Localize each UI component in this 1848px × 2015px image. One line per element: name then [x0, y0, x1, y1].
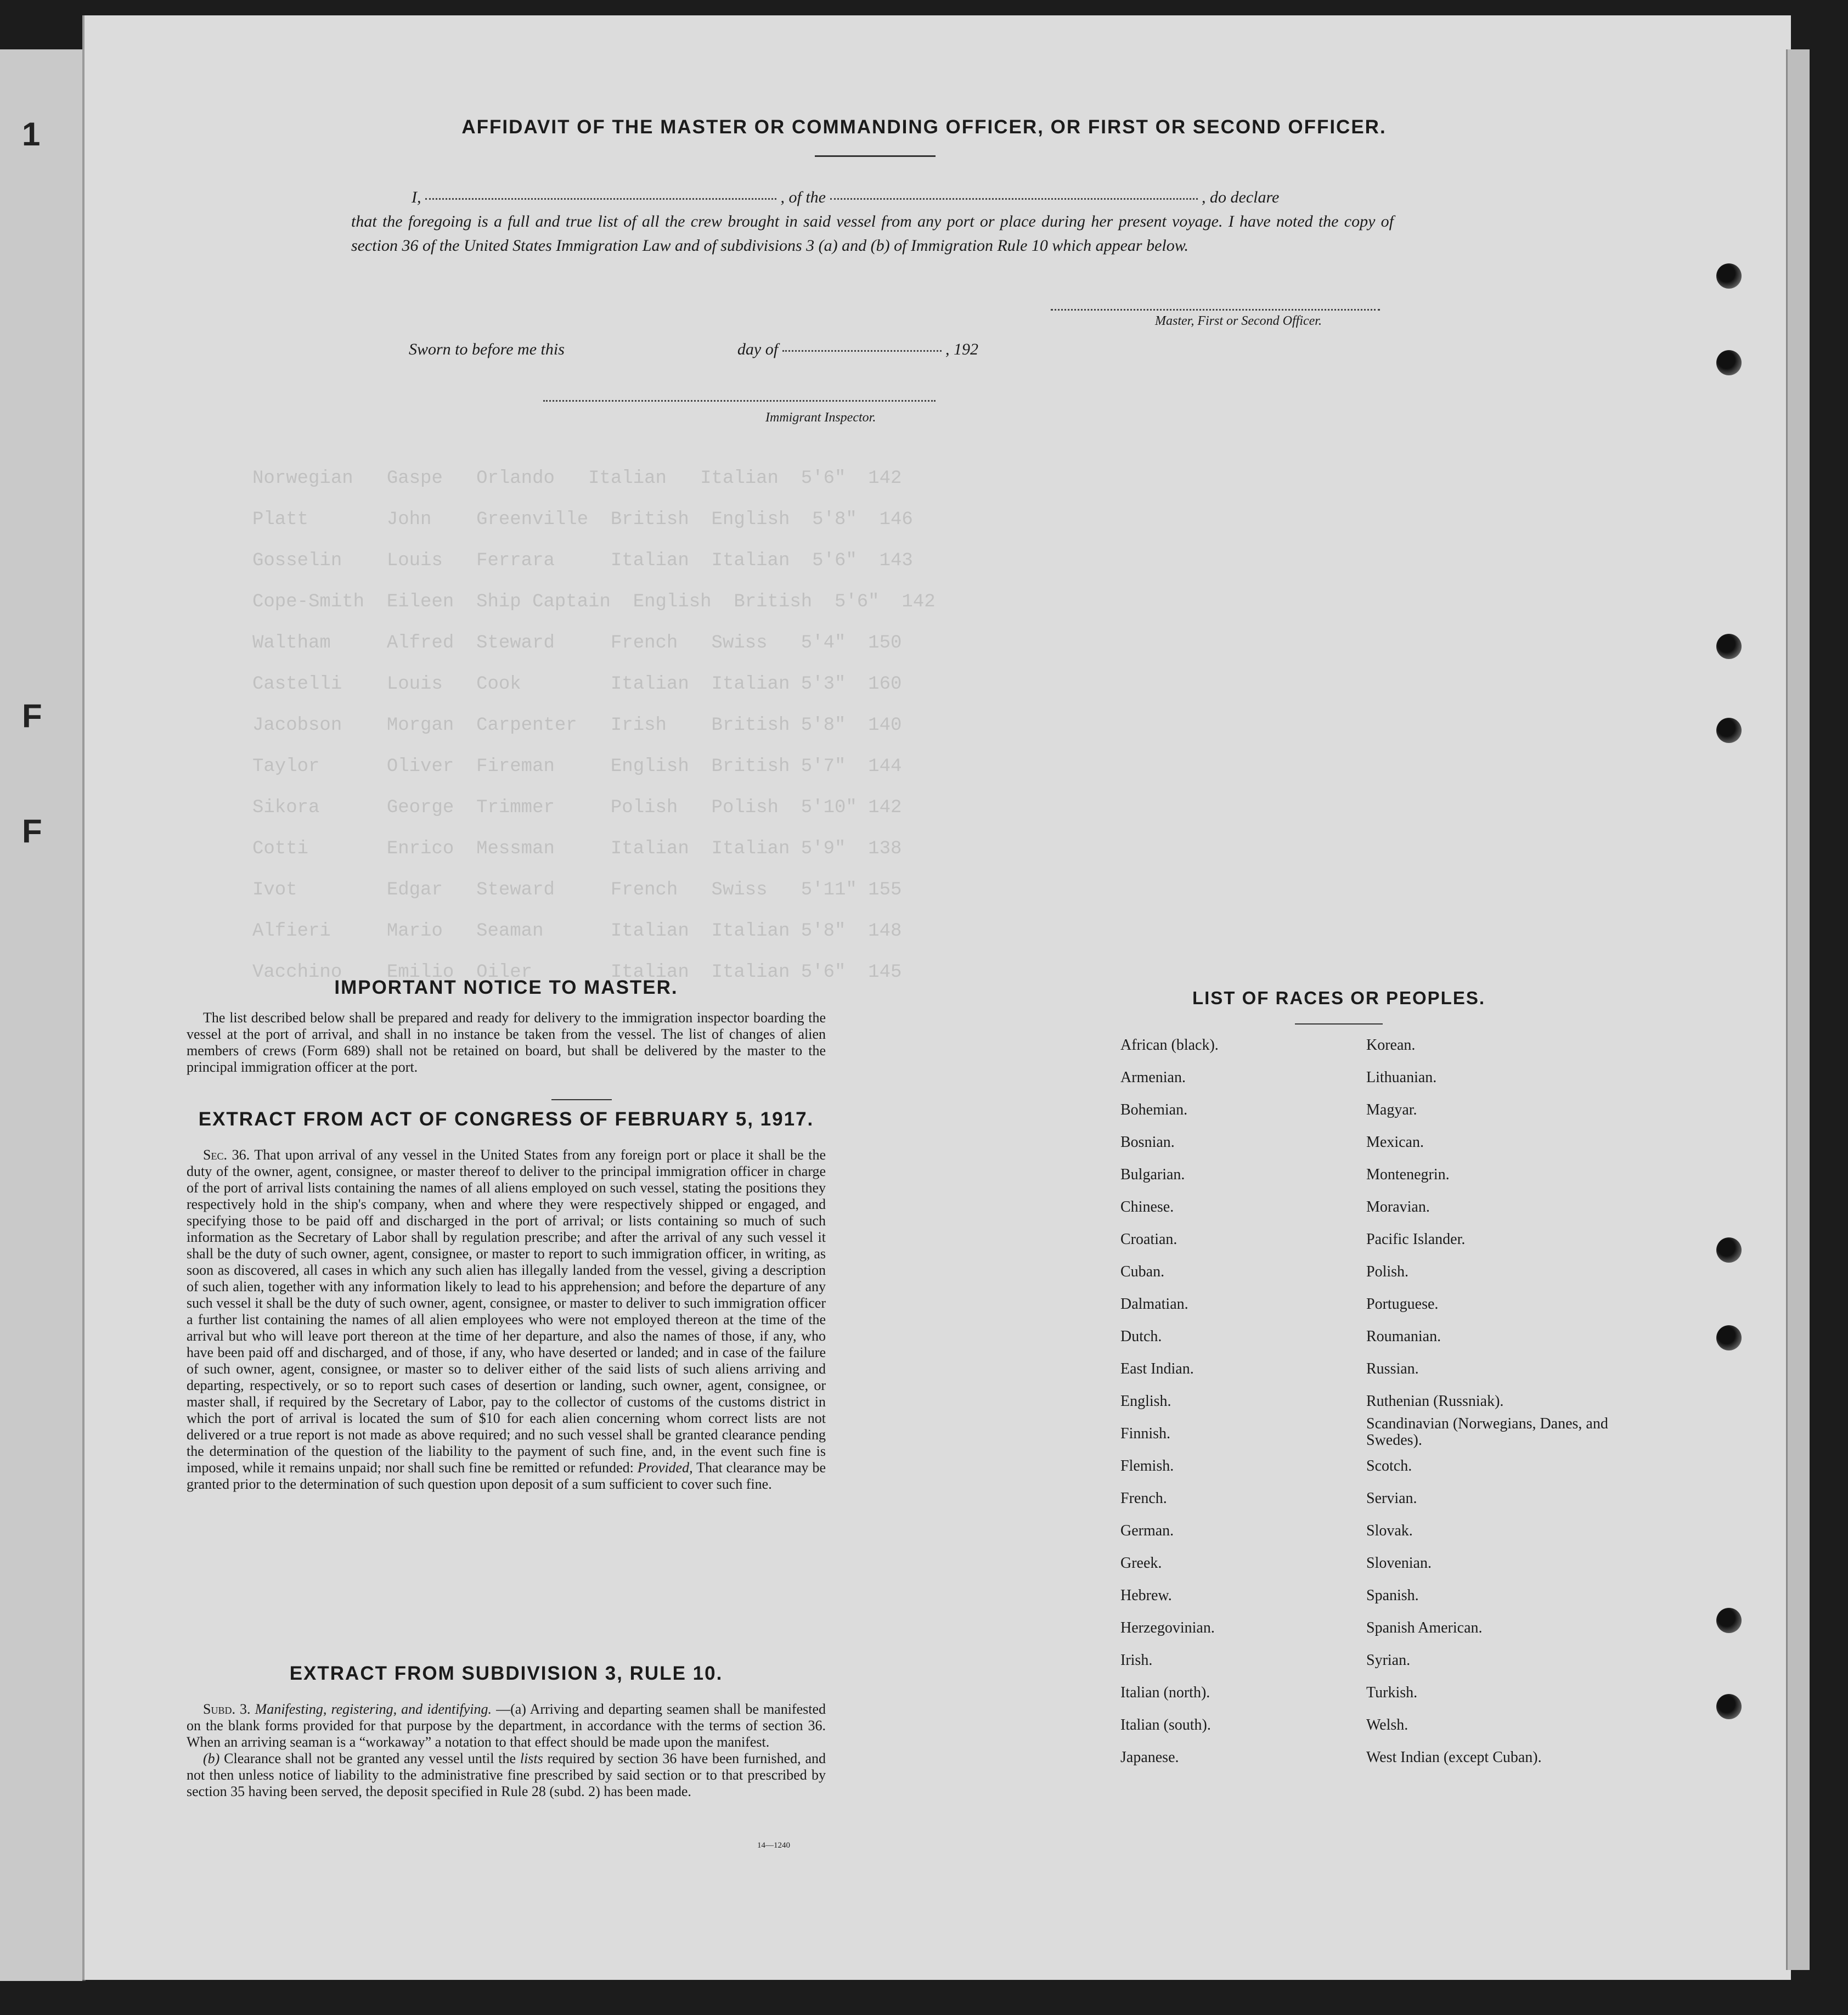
- margin-mark: F: [22, 813, 42, 849]
- race-item: Japanese.: [1120, 1749, 1179, 1766]
- extract-rule-section: [187, 1701, 826, 1800]
- extract-act-title: EXTRACT FROM ACT OF CONGRESS OF FEBRUARY 5, 1917.: [198, 1108, 814, 1130]
- name-blank: [425, 198, 776, 200]
- subdivision-3b-text: [187, 1751, 826, 1800]
- race-item: Magyar.: [1366, 1101, 1417, 1118]
- races-title: LIST OF RACES OR PEOPLES.: [1192, 988, 1486, 1008]
- race-item: East Indian.: [1120, 1360, 1194, 1377]
- vessel-blank: [830, 198, 1198, 200]
- section-36-end: That clearance may be granted prior to the determination of such question upon deposit of a sum sufficient to cover such fine.: [187, 1460, 826, 1492]
- bleed-through-text: Norwegian Gaspe Orlando Italian Italian 5'6" 142 Platt John Greenville British English 5'8" 146 Gosselin Louis Ferrara Italian Italian 5'6" 143 Cope-Smith Eileen Ship Captain English British 5'6" 142 Waltham Alfred Steward French Swiss 5'4" 150 Castelli Louis Cook Italian Italian 5'3" 160 Jacobson Morgan Carpenter Irish British 5'8" 140 Taylor Oliver Fireman English British 5'7" 144 Sikora George Trimmer Polish Polish 5'10" 142 Cotti Enrico Messman Italian Italian 5'9" 138 Ivot Edgar Steward French Swiss 5'11" 155 Alfieri Mario Seaman Italian Italian 5'8" 148 Vacchino Emilio Oiler Italian Italian 5'6" 145: [252, 468, 936, 983]
- race-item: Servian.: [1366, 1490, 1417, 1507]
- punch-hole-icon: [1716, 718, 1742, 743]
- race-item: Chinese.: [1120, 1198, 1174, 1215]
- race-item: Scandinavian (Norwegians, Danes, and Swedes).: [1366, 1415, 1608, 1449]
- extract-rule-title: EXTRACT FROM SUBDIVISION 3, RULE 10.: [289, 1663, 723, 1684]
- race-item: African (black).: [1120, 1037, 1219, 1054]
- month-blank: [782, 350, 942, 352]
- punch-hole-icon: [1716, 1608, 1742, 1633]
- para-a: —(a) Arriving and departing seamen shall be manifested on the blank forms provided for that purpose by the department, in accordance with the terms of section 36. When an arriving seaman is a “workaway” a notation to that effect should be made upon the manifest.: [187, 1701, 826, 1750]
- para-b-label: (b): [203, 1751, 220, 1766]
- race-item: Bulgarian.: [1120, 1166, 1185, 1183]
- race-item: Turkish.: [1366, 1684, 1418, 1701]
- race-item: Lithuanian.: [1366, 1069, 1437, 1086]
- inspector-signature-line: [543, 399, 936, 402]
- inspector-caption: Immigrant Inspector.: [765, 410, 876, 425]
- provided-word: Provided,: [637, 1460, 693, 1476]
- race-item: Spanish.: [1366, 1587, 1419, 1604]
- race-item: Bohemian.: [1120, 1101, 1188, 1118]
- race-item: Dutch.: [1120, 1328, 1162, 1345]
- race-item: Bosnian.: [1120, 1134, 1175, 1151]
- race-item: Italian (north).: [1120, 1684, 1210, 1701]
- race-item: Herzegovinian.: [1120, 1619, 1215, 1636]
- year-label: , 192: [945, 340, 979, 358]
- divider: [551, 1099, 612, 1100]
- race-item: Montenegrin.: [1366, 1166, 1450, 1183]
- day-of-label: day of: [737, 340, 779, 358]
- sworn-line: [409, 340, 978, 359]
- race-item: West Indian (except Cuban).: [1366, 1749, 1542, 1766]
- para-b-start: Clearance shall not be granted any vessel until the: [224, 1751, 516, 1766]
- adjacent-page-strip: [0, 49, 86, 1981]
- punch-hole-icon: [1716, 1325, 1742, 1350]
- margin-mark: 1: [22, 116, 41, 153]
- race-item: Dalmatian.: [1120, 1296, 1188, 1313]
- race-item: Korean.: [1366, 1037, 1416, 1054]
- subd-label: Subd. 3.: [203, 1701, 251, 1717]
- race-item: Scotch.: [1366, 1457, 1412, 1474]
- section-label: Sec. 36.: [203, 1147, 250, 1163]
- race-item: Moravian.: [1366, 1198, 1430, 1215]
- section-36-body: That upon arrival of any vessel in the United States from any foreign port or place it shall be the duty of the owner, agent, consignee, or master thereof to deliver to the principal immigration officer in charge of the port of arrival lists containing the names of all aliens employed on such vessel, stating the positions they respectively hold in the ship's company, when and where they were respectively shipped or engaged, and specifying those to be paid off and discharged in the port of arrival; or lists containing so much of such information as the Secretary of Labor shall by regulation prescribe; and after the arrival of any such vessel it shall be the duty of such owner, agent, consignee, or master to report to such immigration officer, in writing, as soon as discovered, all cases in which any such alien has illegally landed from the vessel, giving a description of such alien, together with any information likely to lead to his apprehension; and before the departure of any such vessel it shall be the duty of such owner, agent, consignee, or master to deliver to such immigration officer a further list containing the names of all alien employees who were not employed thereon at the time of the arrival but who will leave port thereon at the time of her departure, and also the names of those, if any, who have been paid off and discharged, and of those, if any, who have deserted or landed; and in case of the failure of such owner, agent, consignee, or master so to deliver either of the said lists of such aliens arriving and departing, respectively, or so to report such cases of desertion or landing, such owner, agent, consignee, or master shall, if required by the Secretary of Labor, pay to the collector of customs of the customs district in which the port of arrival is located the sum of $10 for each alien concerning whom correct lists are not delivered or a true report is not made as above required; and no such vessel shall be granted clearance pending the determination of the question of the liability to the payment of such fine, and, in the event such fine is imposed, while it remains unpaid; nor shall such fine be remitted or refunded:: [187, 1147, 826, 1476]
- affidavit-statement: [351, 185, 1394, 258]
- race-item: Italian (south).: [1120, 1716, 1211, 1733]
- punch-hole-icon: [1716, 263, 1742, 289]
- punch-hole-icon: [1716, 1237, 1742, 1263]
- race-item: Roumanian.: [1366, 1328, 1441, 1345]
- declaration-text: that the foregoing is a full and true list of all the crew brought in said vessel from any port or place during her present voyage. I have noted the copy of section 36 of the United States Immigration Law and of subdivisions 3 (a) and (b) of Immigration Rule 10 which appear below.: [351, 212, 1394, 255]
- race-item: Portuguese.: [1366, 1296, 1439, 1313]
- race-item: Finnish.: [1120, 1425, 1171, 1442]
- race-item: Ruthenian (Russniak).: [1366, 1393, 1504, 1410]
- page-edge: [1786, 49, 1810, 1970]
- notice-title: IMPORTANT NOTICE TO MASTER.: [334, 977, 678, 998]
- extract-act-section: [187, 1147, 826, 1493]
- race-item: Cuban.: [1120, 1263, 1165, 1280]
- punch-hole-icon: [1716, 350, 1742, 375]
- race-item: Welsh.: [1366, 1716, 1408, 1733]
- race-item: Polish.: [1366, 1263, 1409, 1280]
- para-b-end: required by section 36 have been furnished, and not then unless notice of liability to the administrative fine prescribed by said section or to that prescribed by section 35 having been served, the deposit specified in Rule 28 (subd. 2) has been made.: [187, 1751, 826, 1799]
- race-item: English.: [1120, 1393, 1171, 1410]
- race-item: Mexican.: [1366, 1134, 1424, 1151]
- races-list: [1120, 1037, 1614, 1782]
- subd-heading: Manifesting, registering, and identifying.: [255, 1701, 492, 1717]
- race-item: Slovak.: [1366, 1522, 1413, 1539]
- race-item: Irish.: [1120, 1652, 1153, 1669]
- para-b-lists: lists: [520, 1751, 543, 1766]
- race-item: Syrian.: [1366, 1652, 1411, 1669]
- race-item: Pacific Islander.: [1366, 1231, 1466, 1248]
- subdivision-3a-text: [187, 1701, 826, 1751]
- race-item: Armenian.: [1120, 1069, 1186, 1086]
- races-underline: [1295, 1023, 1383, 1025]
- punch-hole-icon: [1716, 634, 1742, 659]
- day-blank: [568, 350, 733, 352]
- master-signature-line: [1051, 308, 1380, 311]
- race-item: Hebrew.: [1120, 1587, 1172, 1604]
- race-item: Greek.: [1120, 1555, 1162, 1572]
- margin-mark: F: [22, 697, 42, 734]
- race-item: Slovenian.: [1366, 1555, 1432, 1572]
- do-declare-label: , do declare: [1202, 188, 1280, 206]
- race-item: Spanish American.: [1366, 1619, 1483, 1636]
- form-number: 14—1240: [757, 1841, 790, 1850]
- race-item: Croatian.: [1120, 1231, 1177, 1248]
- of-the-label: , of the: [780, 188, 826, 206]
- sworn-label: Sworn to before me this: [409, 340, 565, 358]
- race-item: Flemish.: [1120, 1457, 1174, 1474]
- notice-text: The list described below shall be prepared and ready for delivery to the immigration inspector boarding the vessel at the port of arrival, and shall in no instance be taken from the vessel. The list of changes of alien members of crews (Form 689) shall not be retained on board, but shall be delivered by the master to the principal immigration officer at the port.: [187, 1010, 826, 1075]
- notice-section: [187, 1010, 826, 1076]
- race-item: German.: [1120, 1522, 1174, 1539]
- punch-hole-icon: [1716, 1694, 1742, 1719]
- section-36-text: [187, 1147, 826, 1493]
- i-label: I,: [412, 188, 421, 206]
- affidavit-title: AFFIDAVIT OF THE MASTER OR COMMANDING OFFICER, OR FIRST OR SECOND OFFICER.: [461, 116, 1387, 138]
- race-item: French.: [1120, 1490, 1167, 1507]
- master-caption: Master, First or Second Officer.: [1155, 314, 1322, 328]
- title-underline: [815, 155, 936, 157]
- race-item: Russian.: [1366, 1360, 1419, 1377]
